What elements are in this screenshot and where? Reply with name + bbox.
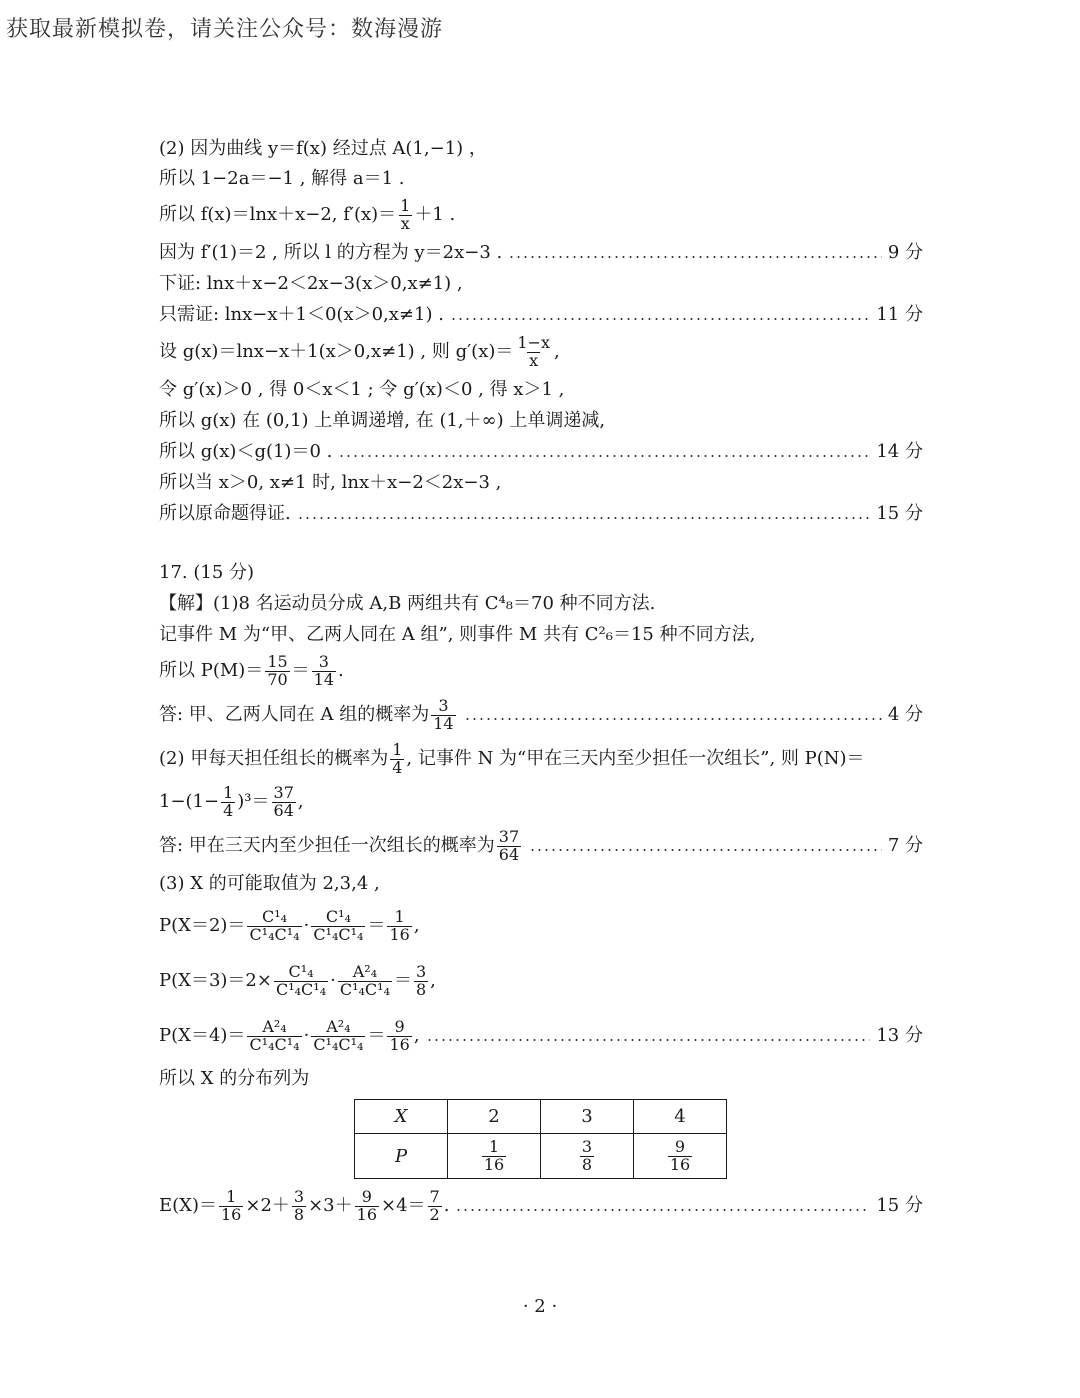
fraction: $\frac{1}{4}$ [392,739,403,777]
fraction: $\frac{3}{8}$ [293,1186,305,1224]
fraction: $\frac{1}{16}$ [483,1136,505,1174]
fraction: $\frac{9}{16}$ [669,1136,691,1174]
dot-leader [297,517,871,519]
probability-line: P(X＝3)＝2× $\frac{\text{C¹₄}}{\text{C¹₄C¹₄}}$ · $\frac{\text{A²₄}}{\text{C¹₄C¹₄}}$ ＝ $\frac{3}{8}$ , [159,961,436,999]
fraction: $\frac{\text{A²₄}}{\text{C¹₄C¹₄}}$ [313,1016,364,1054]
solution-line: 令 g′(x)＞0 , 得 0＜x＜1 ; 令 g′(x)＜0 , 得 x＞1 , [159,379,565,400]
dot-leader [450,318,870,320]
fraction: $\frac{1}{16}$ [221,1186,242,1224]
score-mark: 7 分 [887,835,923,856]
dot-leader [455,1209,870,1211]
dot-leader [529,849,882,851]
question-title: 17. (15 分) [159,562,255,583]
table-row [355,1100,727,1134]
fraction: $\frac{3}{8}$ [581,1136,593,1174]
solution-line: 只需证: lnx−x＋1＜0(x＞0,x≠1) . 11 分 [159,304,923,325]
dot-leader [426,1039,871,1041]
fraction: $\frac{\text{C¹₄}}{\text{C¹₄C¹₄}}$ [249,906,300,944]
fraction: $\frac{3}{14}$ [433,695,454,733]
table-cell [634,1134,727,1179]
table-header-p: P [355,1134,448,1179]
table-cell: 3 [541,1100,634,1134]
fraction: $\frac{3}{8}$ [415,961,427,999]
score-mark: 15 分 [876,1195,923,1216]
fraction: $\frac{\text{C¹₄}}{\text{C¹₄C¹₄}}$ [313,906,364,944]
probability-line: P(X＝4)＝ $\frac{\text{A²₄}}{\text{C¹₄C¹₄}}$ · $\frac{\text{A²₄}}{\text{C¹₄C¹₄}}$ ＝ $\frac{9}{16}$ , 13 分 [159,1016,923,1054]
fraction: $\frac{\text{C¹₄}}{\text{C¹₄C¹₄}}$ [275,961,327,999]
dot-leader [338,455,870,457]
dot-leader [464,718,882,720]
fraction: $\frac{9}{16}$ [356,1186,377,1224]
fraction: $\frac{7}{2}$ [429,1186,440,1224]
header-notice: 获取最新模拟卷，请关注公众号：数海漫游 [6,17,444,42]
solution-line: 所以 g(x)＜g(1)＝0 . 14 分 [159,441,923,462]
table-cell [541,1134,634,1179]
fraction: $\frac{1}{4}$ [223,782,234,820]
solution-line: 所以 g(x) 在 (0,1) 上单调递增, 在 (1,＋∞) 上单调递减, [159,410,606,431]
solution-line: 答: 甲、乙两人同在 A 组的概率为 $\frac{3}{14}$ 4 分 [159,695,923,733]
page-number: · 2 · [522,1296,558,1317]
score-mark: 9 分 [887,242,923,263]
solution-line: 【解】(1)8 名运动员分成 A,B 两组共有 C⁴₈＝70 种不同方法. [159,593,656,614]
solution-line: 所以 f(x)＝lnx＋x−2, f′(x)＝ $\frac{1}{x}$ ＋1 . [159,195,456,233]
probability-line: P(X＝2)＝ $\frac{\text{C¹₄}}{\text{C¹₄C¹₄}}$ · $\frac{\text{C¹₄}}{\text{C¹₄C¹₄}}$ ＝ $\frac{1}{16}$ , [159,906,420,944]
solution-line: 因为 f′(1)＝2 , 所以 l 的方程为 y＝2x−3 . 9 分 [159,242,923,263]
fraction: $\frac{1-x}{x}$ [517,332,550,370]
score-mark: 11 分 [876,304,923,325]
distribution-table [354,1099,727,1179]
table-row [355,1134,727,1179]
table-cell: 2 [448,1100,541,1134]
solution-line: 所以原命题得证. 15 分 [159,503,923,524]
fraction: $\frac{3}{14}$ [313,651,335,689]
solution-line: 记事件 M 为“甲、乙两人同在 A 组”, 则事件 M 共有 C²₆＝15 种不同方法, [159,624,756,645]
solution-line: (2) 甲每天担任组长的概率为 $\frac{1}{4}$ , 记事件 N 为“甲在三天内至少担任一次组长”, 则 P(N)＝ [159,739,865,777]
score-mark: 13 分 [876,1025,923,1046]
solution-line: (3) X 的可能取值为 2,3,4 , [159,873,380,894]
dot-leader [508,256,882,258]
fraction: $\frac{1}{16}$ [389,906,410,944]
solution-line: 所以 X 的分布列为 [159,1068,310,1089]
solution-line: 下证: lnx＋x−2＜2x−3(x＞0,x≠1) , [159,273,463,294]
table-header-x: X [355,1100,448,1134]
fraction: $\frac{37}{64}$ [498,826,520,864]
solution-line: 答: 甲在三天内至少担任一次组长的概率为 $\frac{37}{64}$ 7 分 [159,826,923,864]
fraction: $\frac{37}{64}$ [273,782,294,820]
fraction: $\frac{15}{70}$ [267,651,288,689]
fraction: $\frac{1}{x}$ [400,195,411,233]
expectation-line: E(X)＝ $\frac{1}{16}$ ×2＋ $\frac{3}{8}$ ×3＋ $\frac{9}{16}$ ×4＝ $\frac{7}{2}$ . 15 分 [159,1186,923,1224]
fraction: $\frac{\text{A²₄}}{\text{C¹₄C¹₄}}$ [339,961,390,999]
table-cell [448,1134,541,1179]
fraction: $\frac{9}{16}$ [389,1016,410,1054]
fraction: $\frac{\text{A²₄}}{\text{C¹₄C¹₄}}$ [249,1016,300,1054]
score-mark: 15 分 [876,503,923,524]
score-mark: 14 分 [876,441,923,462]
solution-line: 所以当 x＞0, x≠1 时, lnx＋x−2＜2x−3 , [159,472,502,493]
solution-line: 设 g(x)＝lnx−x＋1(x＞0,x≠1) , 则 g′(x)＝ $\frac{1-x}{x}$ , [159,332,560,370]
solution-line: (2) 因为曲线 y＝f(x) 经过点 A(1,−1) ， [159,138,487,159]
solution-line: 所以 1−2a＝−1 , 解得 a＝1 . [159,168,405,189]
solution-line: 1−(1− $\frac{1}{4}$ )³＝ $\frac{37}{64}$ , [159,782,304,820]
table-cell: 4 [634,1100,727,1134]
solution-line: 所以 P(M)＝ $\frac{15}{70}$ ＝ $\frac{3}{14}$ . [159,651,344,689]
score-mark: 4 分 [887,704,923,725]
